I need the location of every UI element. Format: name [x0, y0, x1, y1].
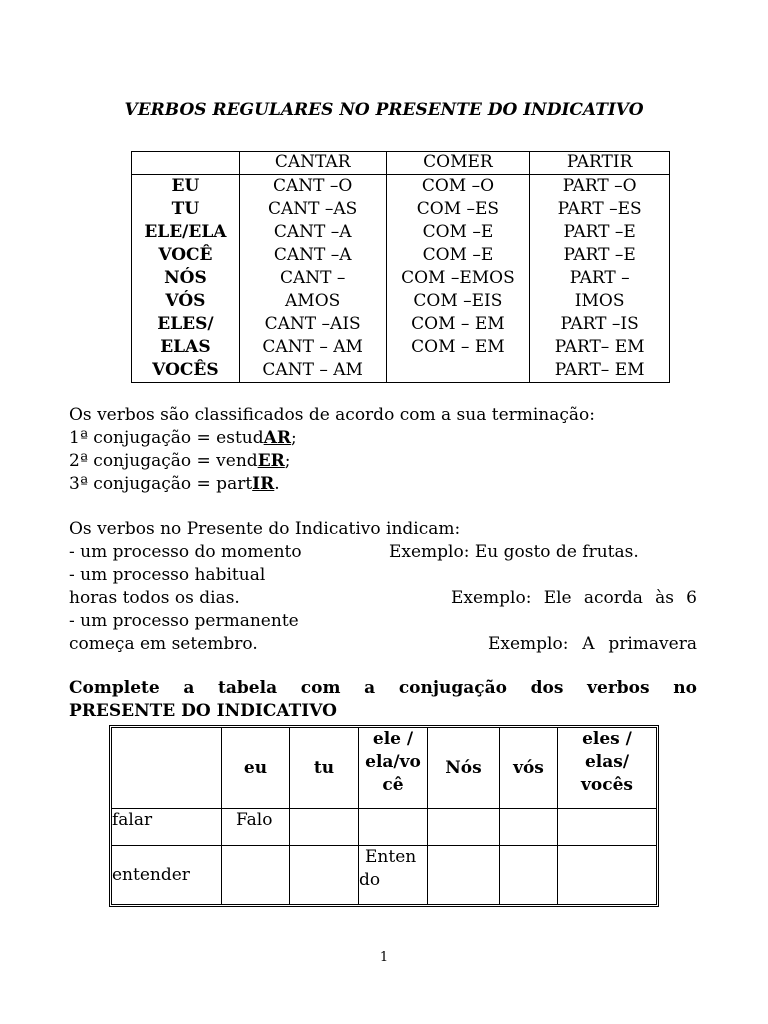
- answer-cell-nos[interactable]: [428, 809, 500, 846]
- conjugation-form: COM –E: [422, 222, 494, 242]
- conjugation-suffix: ;: [290, 428, 297, 448]
- header-empty: [132, 152, 240, 175]
- usage-item-text: - um processo habitual: [69, 565, 266, 585]
- header-comer: COMER: [386, 152, 530, 175]
- conjugation-header-row: [132, 152, 670, 175]
- usage-example-2-continued: horas todos os dias.: [69, 588, 240, 608]
- conjugation-form: PART– EM: [554, 337, 645, 357]
- header-eles-line: eles /: [582, 729, 632, 749]
- header-nos: Nós: [428, 728, 500, 809]
- answer-cell-tu[interactable]: [290, 846, 359, 904]
- conjugation-form: CANT – AM: [262, 360, 363, 380]
- header-ele: [359, 728, 428, 809]
- conjugation-form: COM – EM: [411, 314, 505, 334]
- usage-item-1: [69, 541, 697, 564]
- conjugation-form: AMOS: [285, 291, 341, 311]
- conjugation-form: PART –ES: [557, 199, 642, 219]
- pronoun: ELAS: [160, 337, 211, 357]
- pronoun: VOCÊ: [158, 245, 213, 265]
- exercise-row-entender: [112, 846, 656, 904]
- conjugation-ending: IR: [252, 474, 275, 494]
- conjugation-body-row: [132, 175, 670, 383]
- exercise-table: [109, 725, 659, 907]
- word: a: [183, 678, 195, 698]
- page-number: 1: [379, 950, 389, 965]
- conjugation-suffix: ;: [284, 451, 291, 471]
- word: acorda: [583, 588, 643, 608]
- word: verbos: [587, 678, 650, 698]
- usage-example-3: [488, 633, 697, 656]
- pronoun-column: [132, 175, 240, 383]
- conjugation-form: PART –: [569, 268, 630, 288]
- header-eles: [558, 728, 656, 809]
- conjugation-form: CANT –AIS: [264, 314, 361, 334]
- conjugation-prefix: 3ª conjugação = part: [69, 474, 253, 494]
- answer-cell-vos[interactable]: [500, 846, 558, 904]
- verb-cell: entender: [112, 846, 222, 904]
- usage-item-text: - um processo do momento: [69, 542, 302, 562]
- conjugation-form: CANT – AM: [262, 337, 363, 357]
- pronoun: ELE/ELA: [144, 222, 227, 242]
- partir-column: [530, 175, 670, 383]
- word: às: [655, 588, 674, 608]
- usage-example-1: Exemplo: Eu gosto de frutas.: [389, 542, 639, 562]
- comer-column: [386, 175, 530, 383]
- word: Exemplo:: [451, 588, 532, 608]
- exercise-instruction: [69, 677, 697, 723]
- classification-section: [69, 404, 697, 496]
- word: primavera: [608, 634, 697, 654]
- header-partir: PARTIR: [530, 152, 670, 175]
- conjugation-form: COM –EIS: [413, 291, 503, 311]
- page-title: VERBOS REGULARES NO PRESENTE DO INDICATIVO: [124, 100, 644, 120]
- usage-section: [69, 518, 697, 656]
- conjugation-form: CANT –A: [273, 222, 352, 242]
- answer-cell-ele[interactable]: [359, 846, 428, 904]
- conjugation-suffix: .: [274, 474, 280, 494]
- pronoun: ELES/: [157, 314, 214, 334]
- conjugation-form: CANT –O: [273, 176, 353, 196]
- usage-item-text: - um processo permanente: [69, 611, 299, 631]
- word: A: [582, 634, 595, 654]
- answer-cell-eles[interactable]: [558, 809, 656, 846]
- conjugation-ending: AR: [263, 428, 291, 448]
- answer-line: Enten: [365, 847, 417, 867]
- conjugation-table: [131, 151, 670, 383]
- pronoun: VOCÊS: [152, 360, 219, 380]
- header-ele-line: ele /: [372, 729, 414, 749]
- word: 6: [686, 588, 697, 608]
- header-tu: tu: [290, 728, 359, 809]
- conjugation-form: COM – EM: [411, 337, 505, 357]
- header-cantar: CANTAR: [239, 152, 386, 175]
- conjugation-line-3: [69, 473, 697, 496]
- pronoun: TU: [171, 199, 200, 219]
- conjugation-form: PART –IS: [560, 314, 639, 334]
- word: a: [364, 678, 376, 698]
- header-verb-blank: [112, 728, 222, 809]
- header-vos: vós: [500, 728, 558, 809]
- usage-example-2: [451, 587, 697, 610]
- conjugation-form: CANT –A: [273, 245, 352, 265]
- cantar-column: [239, 175, 386, 383]
- pronoun: NÓS: [164, 268, 207, 288]
- answer-line: do: [359, 870, 381, 890]
- verb-cell: falar: [112, 809, 222, 846]
- instruction-line-1: [69, 677, 697, 700]
- usage-intro: Os verbos no Presente do Indicativo indicam:: [69, 519, 461, 539]
- conjugation-form: PART –O: [562, 176, 637, 196]
- word: no: [673, 678, 697, 698]
- exercise-row-falar: [112, 809, 656, 846]
- answer-cell-vos[interactable]: [500, 809, 558, 846]
- classification-intro: Os verbos são classificados de acordo com a sua terminação:: [69, 405, 596, 425]
- word: Complete: [69, 678, 160, 698]
- answer-cell-nos[interactable]: [428, 846, 500, 904]
- header-eles-line: elas/: [584, 752, 630, 772]
- word: com: [300, 678, 341, 698]
- conjugation-form: COM –O: [421, 176, 495, 196]
- word: conjugação: [398, 678, 507, 698]
- conjugation-form: PART– EM: [554, 360, 645, 380]
- conjugation-line-2: [69, 450, 697, 473]
- word: tabela: [218, 678, 278, 698]
- conjugation-prefix: 2ª conjugação = vend: [69, 451, 258, 471]
- conjugation-line-1: [69, 427, 697, 450]
- conjugation-form: PART –E: [563, 222, 636, 242]
- answer-cell-tu[interactable]: [290, 809, 359, 846]
- conjugation-form: PART –E: [563, 245, 636, 265]
- header-ele-line: cê: [382, 775, 404, 795]
- answer-cell-eles[interactable]: [558, 846, 656, 904]
- answer-cell-eu[interactable]: [222, 846, 290, 904]
- word: Exemplo:: [488, 634, 569, 654]
- header-eles-line: vocês: [581, 775, 633, 795]
- word: Ele: [543, 588, 572, 608]
- conjugation-ending: ER: [257, 451, 285, 471]
- header-ele-line: ela/vo: [365, 752, 421, 772]
- pronoun: EU: [171, 176, 200, 196]
- conjugation-form: IMOS: [574, 291, 625, 311]
- answer-cell-ele[interactable]: [359, 809, 428, 846]
- pronoun: VÓS: [165, 291, 206, 311]
- exercise-header-row: [112, 728, 656, 809]
- conjugation-form: COM –EMOS: [401, 268, 515, 288]
- word: dos: [530, 678, 564, 698]
- conjugation-form: COM –ES: [416, 199, 500, 219]
- answer-cell-eu[interactable]: Falo: [222, 809, 290, 846]
- conjugation-form: COM –E: [422, 245, 494, 265]
- conjugation-form: CANT –AS: [268, 199, 358, 219]
- instruction-line-2: PRESENTE DO INDICATIVO: [69, 701, 337, 721]
- header-eu: eu: [222, 728, 290, 809]
- conjugation-prefix: 1ª conjugação = estud: [69, 428, 264, 448]
- conjugation-form: CANT –: [279, 268, 346, 288]
- usage-example-3-continued: começa em setembro.: [69, 634, 258, 654]
